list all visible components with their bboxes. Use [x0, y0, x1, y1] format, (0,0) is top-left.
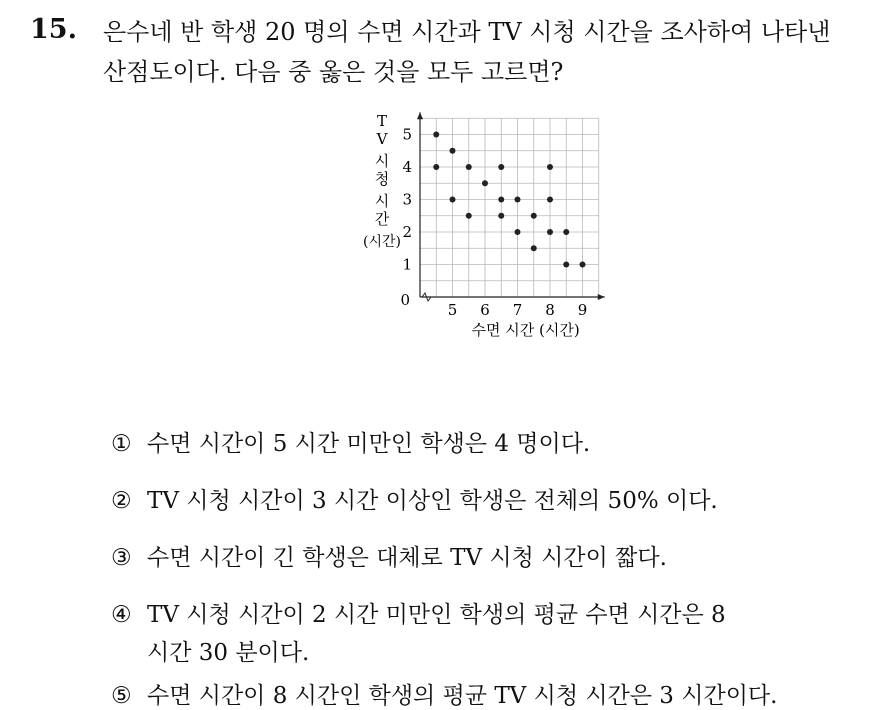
data-point [515, 229, 521, 235]
x-axis-arrow [598, 294, 605, 300]
y-tick-label: 2 [402, 223, 412, 241]
y-axis-label: (시간) [363, 234, 401, 250]
data-point [547, 229, 553, 235]
y-tick-label: 3 [402, 190, 412, 209]
data-point [433, 164, 439, 170]
option-5[interactable] [111, 677, 777, 710]
option-2[interactable] [111, 482, 718, 515]
x-tick-label: 6 [480, 301, 490, 319]
origin-label: 0 [400, 291, 410, 309]
data-point [531, 213, 537, 219]
option-4-number: ④ [111, 602, 132, 628]
scatter-plot-svg [358, 112, 608, 342]
data-point [547, 164, 553, 170]
data-point [482, 180, 488, 186]
data-point [563, 262, 569, 268]
x-tick-label: 8 [545, 301, 555, 319]
data-point [498, 164, 504, 170]
x-axis-label: 수면 시간 (시간) [471, 321, 580, 339]
question-line-2: 산점도이다. 다음 중 옳은 것을 모두 고르면? [103, 58, 564, 86]
x-tick-label: 9 [577, 301, 588, 319]
option-3-text: 수면 시간이 긴 학생은 대체로 TV 시청 시간이 짧다. [147, 545, 667, 571]
option-5-text: 수면 시간이 8 시간인 학생의 평균 TV 시청 시간은 3 시간이다. [147, 683, 778, 709]
option-1-number: ① [111, 431, 132, 457]
y-axis-label: 시 [374, 152, 390, 170]
scatter-chart [358, 112, 608, 346]
data-point [498, 197, 504, 203]
y-axis-label: 간 [374, 210, 390, 228]
y-axis-arrow [417, 112, 423, 119]
data-point [466, 213, 472, 219]
option-4-continued [147, 634, 309, 667]
data-point [515, 197, 521, 203]
question-number: 15. [30, 14, 77, 45]
option-1-text: 수면 시간이 5 시간 미만인 학생은 4 명이다. [147, 431, 591, 457]
y-tick-label: 1 [402, 255, 412, 274]
y-axis-label: V [376, 130, 388, 148]
option-1[interactable] [111, 425, 590, 458]
y-tick-label: 4 [402, 158, 412, 176]
option-3[interactable] [111, 539, 667, 572]
option-2-text: TV 시청 시간이 3 시간 이상인 학생은 전체의 50% 이다. [147, 488, 718, 514]
option-4-text: TV 시청 시간이 2 시간 미만인 학생의 평균 수면 시간은 8 [147, 602, 726, 628]
option-2-number: ② [111, 488, 132, 514]
option-5-number: ⑤ [111, 683, 132, 709]
option-4[interactable] [111, 596, 726, 629]
data-point [580, 262, 586, 268]
x-tick-label: 7 [512, 301, 523, 319]
x-tick-label: 5 [447, 301, 458, 319]
data-point [433, 132, 439, 138]
option-4-text-line2: 시간 30 분이다. [147, 640, 310, 666]
option-3-number: ③ [111, 545, 132, 571]
question-text [103, 12, 873, 92]
y-axis-label: 청 [374, 170, 390, 188]
y-tick-label: 5 [402, 125, 412, 144]
data-point [563, 229, 569, 235]
data-point [450, 197, 456, 203]
data-point [466, 164, 472, 170]
data-point [498, 213, 504, 219]
data-point [450, 148, 456, 154]
y-axis-label: T [376, 112, 388, 130]
y-axis-label: 시 [374, 192, 390, 210]
data-point [531, 245, 537, 251]
data-point [547, 197, 553, 203]
question-line-1: 은수네 반 학생 20 명의 수면 시간과 TV 시청 시간을 조사하여 나타낸 [103, 18, 831, 46]
